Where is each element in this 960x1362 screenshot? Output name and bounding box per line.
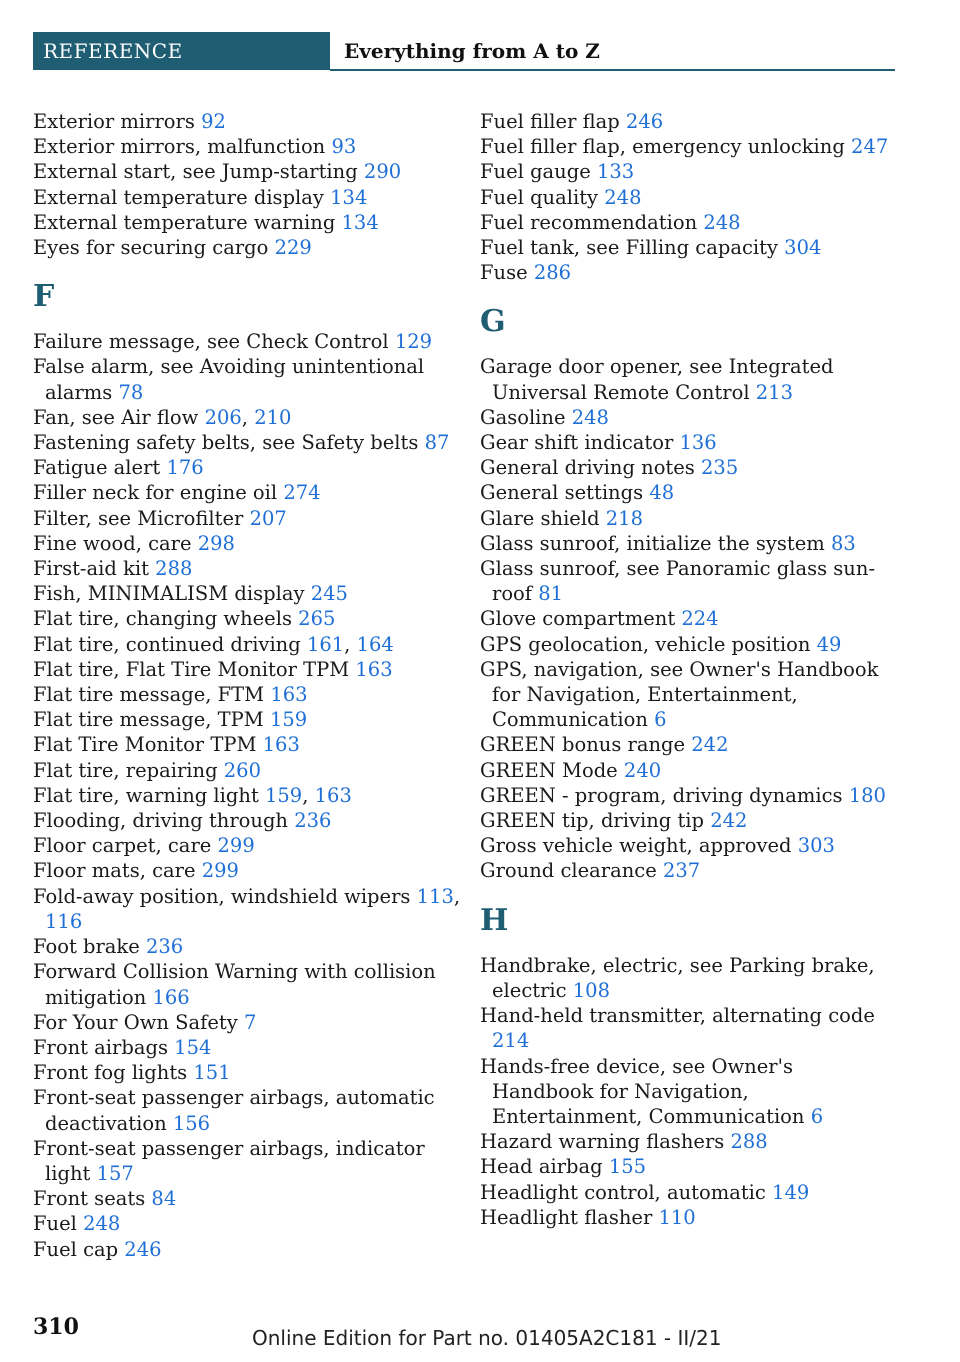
entry-label: Ground clearance [480,859,663,883]
entry-label: Flat tire message, FTM [33,683,271,707]
index-entry [33,682,463,707]
index-entry [33,858,463,883]
page-reference-link[interactable]: 163 [262,733,300,757]
entry-label: Flat tire, warning light [33,783,265,807]
index-entry [480,1180,895,1205]
index-entry [33,455,463,480]
index-entry [480,405,895,430]
page-reference-link[interactable]: 290 [363,160,402,184]
index-entry [33,808,463,833]
index-entry [480,632,895,657]
index-entry [33,1211,463,1236]
section-letter-g: G [480,304,506,340]
page-reference-link[interactable]: 113 [416,884,454,908]
index-entry [33,210,463,235]
index-entry [33,833,463,858]
page-reference-link[interactable]: 164 [356,632,394,656]
page-reference-link[interactable]: 134 [330,185,368,209]
entry-label: Fastening safety belts, see Safety belts [33,431,425,455]
entry-label: Handbrake, electric, see Parking brake, electric [480,953,875,1002]
entry-label: Fatigue alert [33,456,167,480]
page-reference-link[interactable]: 156 [172,1111,211,1135]
section-letter-h: H [480,902,509,938]
entry-group-fuel [480,109,895,285]
entry-label: Garage door opener, see Integrated Universal Remote Control [480,355,834,404]
entry-label: General settings [480,481,650,505]
entry-label: Fuel quality [480,185,605,209]
page-reference-link[interactable]: 246 [625,110,664,133]
page-reference-link[interactable]: 157 [96,1161,134,1185]
page-reference-link[interactable]: 81 [538,582,564,606]
page-reference-link[interactable]: 108 [572,978,610,1002]
entry-label: Gasoline [480,405,572,429]
page-reference-link[interactable]: 129 [394,330,433,354]
page-reference-link[interactable]: 49 [816,632,842,656]
entry-label: Floor carpet, care [33,834,218,858]
index-entry [480,109,895,134]
entry-label: Headlight control, automatic [480,1180,773,1204]
index-entry [480,758,895,783]
index-entry [480,235,895,260]
page-reference-link[interactable]: 218 [605,506,643,530]
page-reference-link[interactable]: 242 [691,733,729,757]
index-entry [33,1237,463,1262]
index-entry [480,430,895,455]
index-entry [33,134,463,159]
edition-footer: Online Edition for Part no. 01405A2C181 - II/21 [252,1326,722,1350]
entry-label: Eyes for securing cargo [33,236,275,260]
index-entry [480,808,895,833]
entry-label: Fuel filler flap [480,110,626,133]
entry-label: External temperature warning [33,210,342,234]
page-reference-link[interactable]: 304 [784,236,822,260]
page-reference-link[interactable]: 229 [274,236,312,260]
entry-label: Flat tire, changing wheels [33,607,299,631]
index-entry [33,581,463,606]
index-entry [480,531,895,556]
index-entry [33,1085,463,1135]
entry-label: Gear shift indicator [480,431,680,455]
entry-label: Fold-away position, windshield wipers [33,884,417,908]
entry-label: Hazard warning flashers [480,1130,731,1154]
index-entry [480,480,895,505]
page-reference-link[interactable]: 7 [243,1010,257,1034]
index-entry [33,159,463,184]
page-reference-link[interactable]: 248 [604,185,642,209]
entry-label: Exterior mirrors, malfunction [33,135,332,159]
entry-label: Hands-free device, see Owner's Handbook for Navigation, Entertainment, Communication [480,1054,811,1128]
entry-label: False alarm, see Avoiding unintentional alarms [33,355,425,404]
index-entry [480,1129,895,1154]
page-reference-link[interactable]: 248 [571,405,609,429]
index-entry [33,405,463,430]
index-entry [480,858,895,883]
page-reference-link[interactable]: 236 [294,809,332,833]
entry-label: Gross vehicle weight, approved [480,834,798,858]
index-entry [33,480,463,505]
entry-label: Head airbag [480,1155,609,1179]
index-entry [33,185,463,210]
entry-label: Fish, MINIMALISM display [33,582,311,606]
page-reference-link[interactable]: 134 [341,210,379,234]
page-reference-link[interactable]: 303 [797,834,835,858]
index-entry [33,934,463,959]
entry-label: Front fog lights [33,1061,194,1085]
entry-label: Fuel [33,1212,84,1236]
entry-group-f [33,329,463,1262]
index-entry [33,783,463,808]
index-entry [33,707,463,732]
page-reference-link[interactable]: 214 [492,1029,530,1053]
page-reference-link[interactable]: 161 [306,632,345,656]
entry-label: Filler neck for engine oil [33,481,284,505]
entry-label: GREEN Mode [480,758,624,782]
index-entry [480,833,895,858]
index-entry [33,1010,463,1035]
page-title: Everything from A to Z [344,39,600,63]
entry-label: Flat tire, repairing [33,758,224,782]
entry-group-g [480,354,895,883]
page-reference-link[interactable]: 116 [45,909,83,933]
section-letter-f: F [33,279,55,315]
page-reference-link[interactable]: 166 [152,985,190,1009]
page-reference-link[interactable]: 236 [145,935,184,959]
index-entry [480,953,895,1003]
entry-label: First-aid kit [33,557,156,581]
page-reference-link[interactable]: 242 [710,809,748,833]
page-number: 310 [33,1314,79,1340]
header-rule [330,69,895,71]
index-entry [480,506,895,531]
index-entry [480,354,895,404]
entry-label: Flat tire, continued driving [33,632,307,656]
page-reference-link[interactable]: 245 [310,582,348,606]
page-reference-link[interactable]: 299 [217,834,255,858]
page-reference-link[interactable]: 298 [197,531,235,555]
entry-label: Front-seat passenger airbags, automatic deactivation [33,1086,435,1135]
page-reference-link[interactable]: 149 [772,1180,810,1204]
entry-label: External start, see Jump-starting [33,160,364,184]
entry-label: Glass sunroof, see Panoramic glass sunroof [480,557,876,606]
page-reference-link[interactable]: 87 [424,431,450,455]
entry-label: External temperature display [33,185,331,209]
page-reference-link[interactable]: 176 [166,456,204,480]
index-entry [33,329,463,354]
page-reference-link[interactable]: 151 [193,1061,231,1085]
entry-label: Flat tire, Flat Tire Monitor TPM [33,657,356,681]
page-reference-link[interactable]: 6 [810,1104,824,1128]
page-reference-link[interactable]: 180 [848,783,886,807]
page-reference-link[interactable]: 78 [118,380,144,404]
index-entry [33,1136,463,1186]
entry-label: Foot brake [33,935,146,959]
page-reference-link[interactable]: 6 [654,708,667,732]
entry-label: Floor mats, care [33,859,202,883]
entry-label: Front-seat passenger airbags, indicator light [33,1136,425,1185]
entry-label: Forward Collision Warning with collision mitigation [33,960,436,1009]
entry-label: GREEN tip, driving tip [480,809,711,833]
entry-label: Front airbags [33,1035,175,1059]
page-reference-link[interactable]: 163 [314,783,352,807]
page-reference-link[interactable]: 265 [298,607,336,631]
entry-label: Flooding, driving through [33,809,295,833]
index-entry [480,210,895,235]
page-reference-link[interactable]: 224 [681,607,719,631]
page-reference-link[interactable]: 159 [264,783,303,807]
entry-label: Fuel tank, see Filling capacity [480,236,785,260]
entry-label: Glass sunroof, initialize the system [480,531,831,555]
ref-separator: , [453,884,461,908]
ref-separator: , [241,405,255,429]
page-reference-link[interactable]: 213 [755,380,793,404]
page-reference-link[interactable]: 274 [283,481,321,505]
index-entry [33,235,463,260]
index-entry [33,606,463,631]
entry-label: Glove compartment [480,607,682,631]
page-reference-link[interactable]: 163 [270,683,308,707]
index-entry [480,159,895,184]
index-entry [33,506,463,531]
index-entry [480,134,895,159]
page-reference-link[interactable]: 246 [124,1237,162,1261]
entry-label: GREEN - program, driving dynamics [480,783,849,807]
entry-label: GREEN bonus range [480,733,692,757]
page-reference-link[interactable]: 136 [679,431,717,455]
page-reference-link[interactable]: 288 [730,1130,768,1154]
entry-group-e [33,109,463,260]
index-entry [33,632,463,657]
entry-label: Flat tire message, TPM [33,708,270,732]
page-reference-link[interactable]: 235 [701,456,739,480]
entry-label: Fuel filler flap, emergency unlocking [480,135,852,159]
index-entry [480,783,895,808]
page-reference-link[interactable]: 48 [649,481,675,505]
page-reference-link[interactable]: 92 [201,110,226,133]
page-reference-link[interactable]: 159 [269,708,308,732]
section-tab: REFERENCE [33,32,330,70]
index-entry [480,556,895,606]
entry-label: Fuel cap [33,1237,125,1261]
entry-label: Fan, see Air flow [33,405,205,429]
index-entry [480,1205,895,1230]
ref-separator: , [344,632,357,656]
page-reference-link[interactable]: 240 [623,758,662,782]
page-reference-link[interactable]: 286 [533,261,572,285]
index-entry [33,354,463,404]
index-entry [33,556,463,581]
page-reference-link[interactable]: 299 [201,859,239,883]
index-entry [33,1060,463,1085]
index-column-left [33,109,463,1262]
ref-separator: , [302,783,315,807]
index-entry [33,531,463,556]
index-entry [480,606,895,631]
page-reference-link[interactable]: 84 [151,1187,177,1211]
index-entry [480,260,895,285]
entry-label: For Your Own Safety [33,1010,244,1034]
page-reference-link[interactable]: 207 [249,506,287,530]
entry-label: Filter, see Microfilter [33,506,250,530]
index-entry [33,732,463,757]
page-reference-link[interactable]: 206 [204,405,242,429]
index-entry [480,185,895,210]
entry-label: Failure message, see Check Control [33,330,395,354]
index-entry [33,109,463,134]
index-entry [480,1054,895,1130]
index-entry [480,732,895,757]
index-entry [33,430,463,455]
entry-label: GPS geolocation, vehicle position [480,632,817,656]
entry-label: Fine wood, care [33,531,198,555]
entry-label: Headlight flasher [480,1205,659,1229]
page-reference-link[interactable]: 210 [254,405,292,429]
entry-label: Glare shield [480,506,606,530]
page-reference-link[interactable]: 247 [851,135,889,159]
page-reference-link[interactable]: 83 [830,531,856,555]
page-reference-link[interactable]: 237 [662,859,701,883]
entry-group-h [480,953,895,1230]
entry-label: Fuel recommendation [480,210,704,234]
entry-label: Exterior mirrors [33,110,202,133]
entry-label: Fuel gauge [480,160,597,184]
entry-label: Front seats [33,1187,152,1211]
entry-label: General driving notes [480,456,702,480]
index-entry [480,455,895,480]
page-reference-link[interactable]: 163 [355,657,393,681]
page-reference-link[interactable]: 248 [703,210,741,234]
index-entry [480,1154,895,1179]
index-entry [33,758,463,783]
page-reference-link[interactable]: 288 [155,557,193,581]
entry-label: GPS, navigation, see Owner's Handbook for Navigation, Entertainment, Communication [480,657,879,732]
page-reference-link[interactable]: 110 [658,1205,696,1229]
index-entry [480,1003,895,1053]
entry-label: Hand-held transmitter, alternating code [480,1004,875,1028]
index-column-right [480,109,895,1230]
index-entry [33,884,463,934]
entry-label: Flat Tire Monitor TPM [33,733,263,757]
page-reference-link[interactable]: 248 [83,1212,121,1236]
index-entry [33,959,463,1009]
index-entry [33,1186,463,1211]
page-reference-link[interactable]: 155 [608,1155,647,1179]
entry-label: Fuse [480,261,534,285]
page-reference-link[interactable]: 154 [174,1035,212,1059]
index-entry [33,657,463,682]
index-entry [480,657,895,733]
page-reference-link[interactable]: 133 [596,160,635,184]
index-entry [33,1035,463,1060]
page-reference-link[interactable]: 93 [331,135,357,159]
page-reference-link[interactable]: 260 [223,758,261,782]
